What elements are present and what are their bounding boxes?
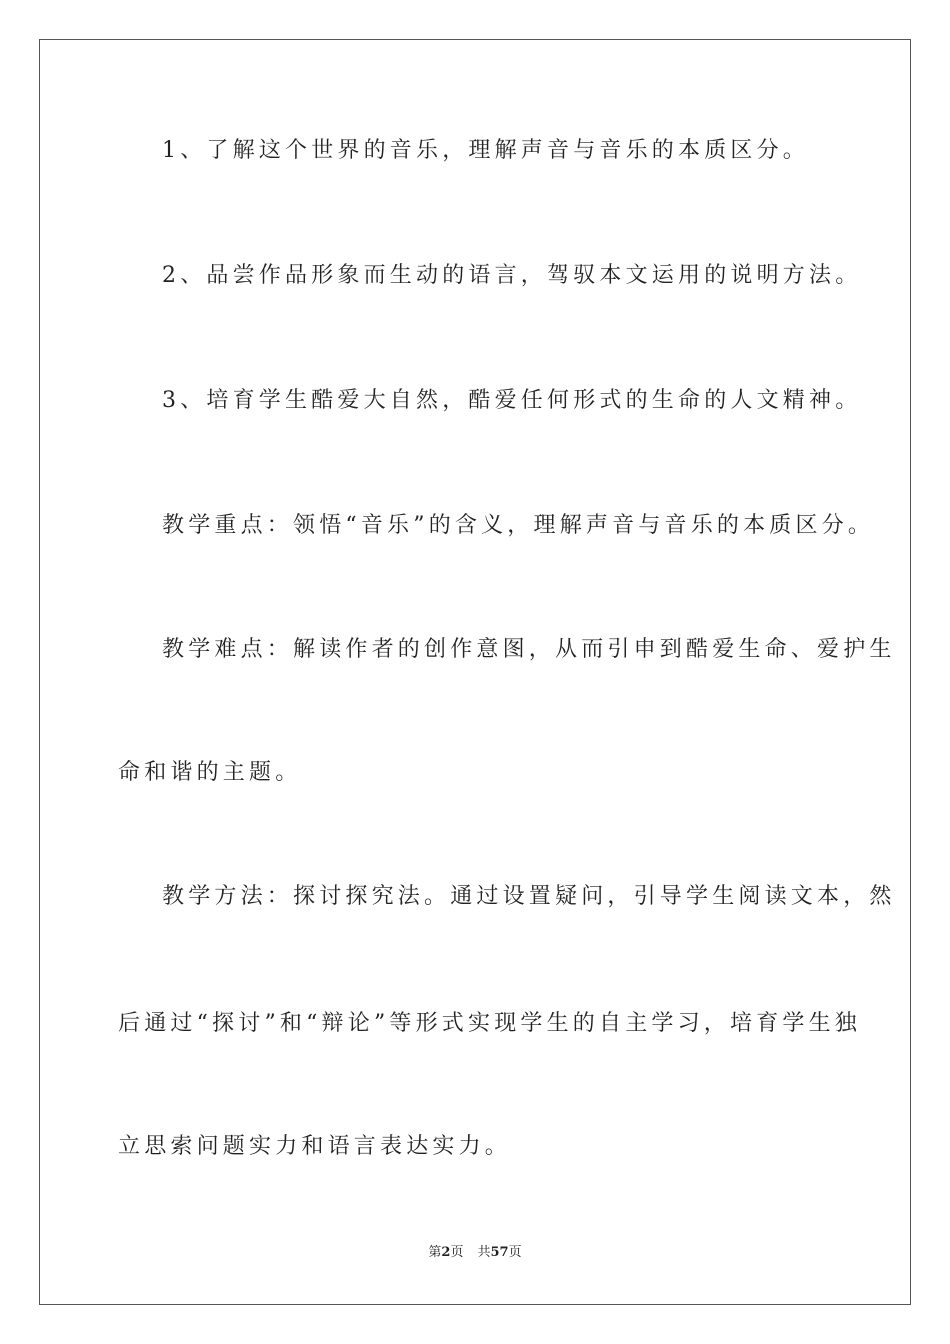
teaching-method-line-1: 教学方法：探讨探究法。通过设置疑问，引导学生阅读文本，然 [162, 884, 896, 909]
objective-2: 2、品尝作品形象而生动的语言，驾驭本文运用的说明方法。 [162, 263, 862, 288]
teaching-difficulty-line-1: 教学难点：解读作者的创作意图，从而引申到酷爱生命、爱护生 [162, 637, 896, 662]
teaching-focus: 教学重点：领悟“音乐”的含义，理解声音与音乐的本质区分。 [162, 513, 875, 538]
total-pages: 57 [490, 1245, 509, 1260]
teaching-difficulty-line-2: 命和谐的主题。 [118, 760, 302, 785]
objective-3: 3、培育学生酷爱大自然，酷爱任何形式的生命的人文精神。 [162, 388, 862, 413]
page-number: 2 [441, 1245, 451, 1260]
teaching-method-line-2: 后通过“探讨”和“辩论”等形式实现学生的自主学习，培育学生独 [118, 1011, 861, 1036]
total-prefix: 共 [477, 1245, 491, 1260]
page-prefix: 第 [428, 1245, 442, 1260]
page-border [39, 39, 911, 1305]
teaching-method-line-3: 立思索问题实力和语言表达实力。 [118, 1134, 512, 1159]
page-footer [0, 1244, 950, 1262]
objective-1: 1、了解这个世界的音乐，理解声音与音乐的本质区分。 [162, 138, 809, 163]
page-suffix: 页 [450, 1245, 464, 1260]
total-suffix: 页 [508, 1245, 522, 1260]
